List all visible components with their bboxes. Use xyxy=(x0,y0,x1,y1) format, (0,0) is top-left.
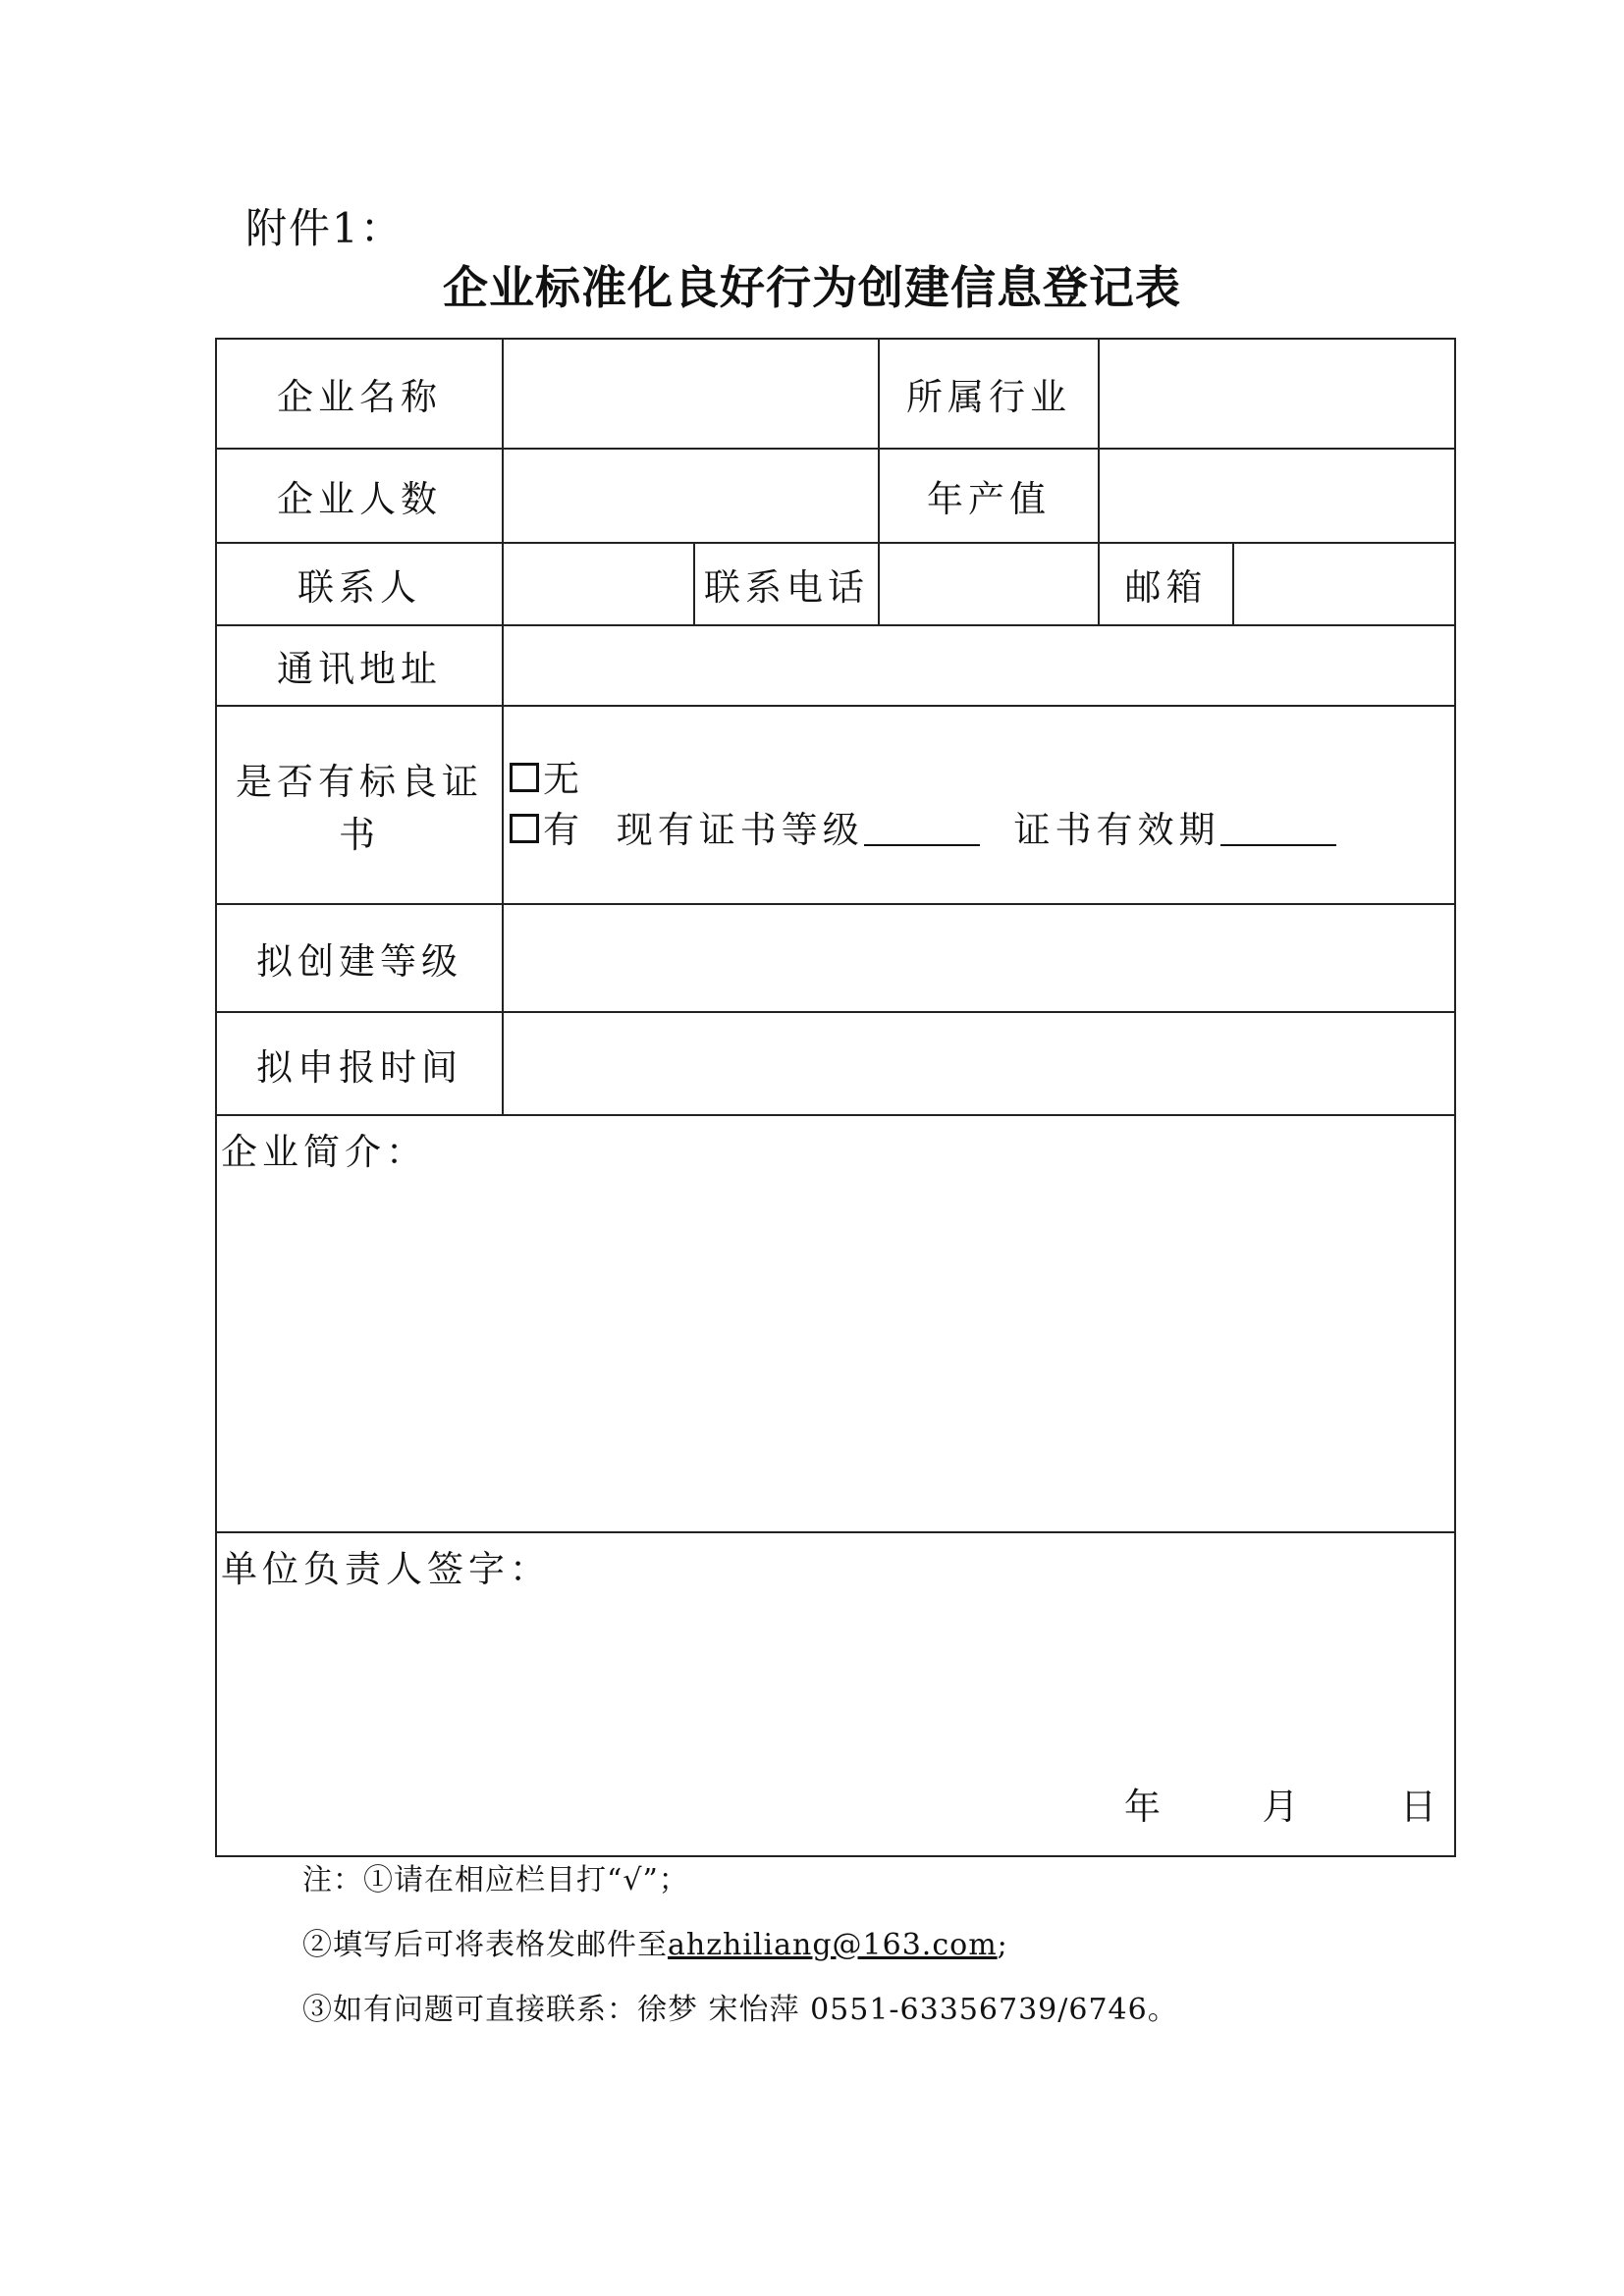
option-has-label: 有 xyxy=(543,809,584,851)
industry-label: 所属行业 xyxy=(879,339,1099,449)
company-name-label: 企业名称 xyxy=(216,339,503,449)
registration-form xyxy=(215,338,1456,1857)
employees-field[interactable] xyxy=(503,449,879,543)
contact-person-field[interactable] xyxy=(503,543,694,625)
email-label: 邮箱 xyxy=(1099,543,1233,625)
checkbox-none[interactable] xyxy=(510,763,539,792)
certificate-options xyxy=(503,706,1455,904)
email-link[interactable]: ahzhiliang@163.com xyxy=(668,1928,998,1962)
date-line xyxy=(1124,1777,1436,1830)
address-field[interactable] xyxy=(503,625,1455,706)
planned-date-field[interactable] xyxy=(503,1012,1455,1115)
contact-phone-label: 联系电话 xyxy=(694,543,879,625)
has-certificate-label: 是否有标良证书 xyxy=(216,706,503,904)
contact-person-label: 联系人 xyxy=(216,543,503,625)
checkbox-has[interactable] xyxy=(510,814,539,843)
year-label: 年 xyxy=(1123,1786,1161,1828)
current-level-blank[interactable] xyxy=(864,815,980,846)
company-intro-cell[interactable] xyxy=(216,1115,1455,1532)
email-field[interactable] xyxy=(1233,543,1455,625)
option-has xyxy=(510,805,1454,856)
annual-output-field[interactable] xyxy=(1099,449,1455,543)
month-label: 月 xyxy=(1262,1786,1299,1828)
notes xyxy=(302,1855,1178,2050)
validity-blank[interactable] xyxy=(1220,815,1336,846)
note-2 xyxy=(302,1920,1178,1985)
planned-level-label: 拟创建等级 xyxy=(216,904,503,1012)
note-1: 注：①请在相应栏目打“√”； xyxy=(302,1863,689,1897)
note-2-suffix: ; xyxy=(997,1928,1008,1962)
note-3: ③如有问题可直接联系：徐梦 宋怡萍 0551-63356739/6746。 xyxy=(302,1993,1178,2027)
form-title: 企业标准化良好行为创建信息登记表 xyxy=(443,261,1181,314)
current-level-label: 现有证书等级 xyxy=(616,809,864,851)
address-label: 通讯地址 xyxy=(216,625,503,706)
company-name-field[interactable] xyxy=(503,339,879,449)
note-2-prefix: ②填写后可将表格发邮件至 xyxy=(302,1928,668,1962)
planned-level-field[interactable] xyxy=(503,904,1455,1012)
annual-output-label: 年产值 xyxy=(879,449,1099,543)
validity-label: 证书有效期 xyxy=(1013,809,1220,851)
option-none-label: 无 xyxy=(543,758,584,800)
signature-label: 单位负责人签字： xyxy=(221,1548,551,1590)
option-none xyxy=(510,754,1454,805)
attachment-label: 附件1： xyxy=(245,204,404,252)
day-label: 日 xyxy=(1400,1786,1436,1828)
contact-phone-field[interactable] xyxy=(879,543,1099,625)
signature-cell[interactable] xyxy=(216,1532,1455,1856)
planned-date-label: 拟申报时间 xyxy=(216,1012,503,1115)
employees-label: 企业人数 xyxy=(216,449,503,543)
industry-field[interactable] xyxy=(1099,339,1455,449)
company-intro-label: 企业简介： xyxy=(221,1131,427,1173)
